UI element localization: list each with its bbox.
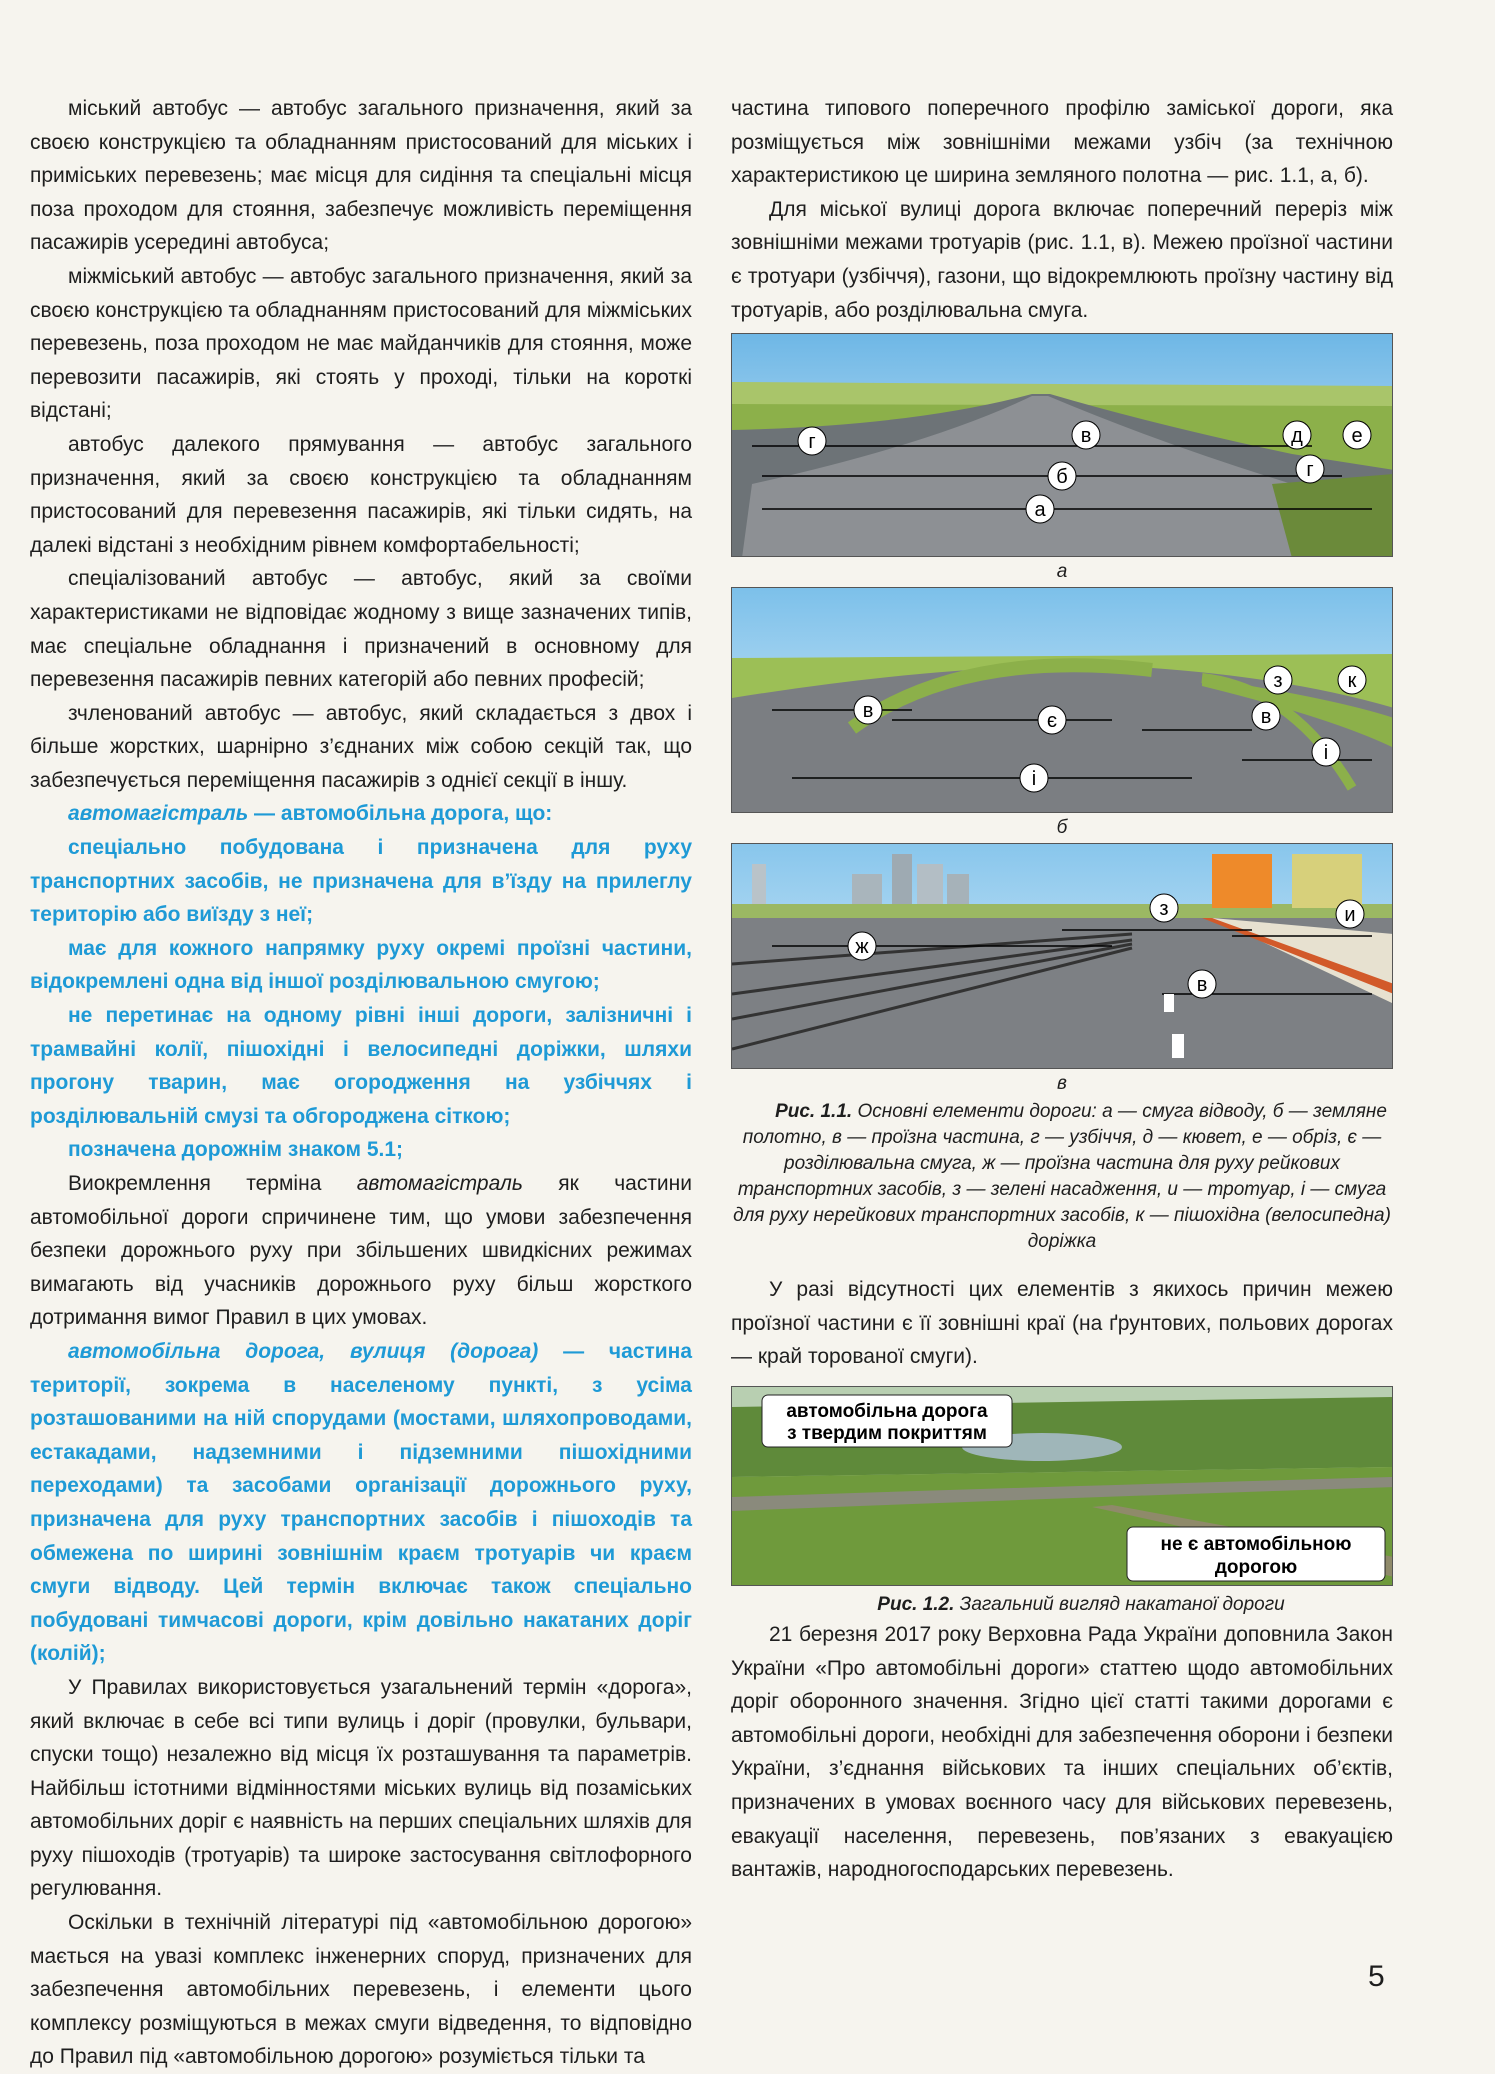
label-i2: і [1323, 742, 1329, 765]
motorway-item-3: не перетинає на одному рівні інші дороги, залізничні і трамвайні колії, пішохідні і велосипедні доріжки, шляхи прогону тварин, має огородження на узбіччях і розділювальній смузі та обгороджена сіткою; [30, 1004, 692, 1128]
paragraph-technical-literature: Оскільки в технічній літературі під «автомобільною дорогою» мається на увазі комплекс інженерних споруд, призначених для забезпечення автомобільних перевезень, і елементи цього комплексу розміщуються в межах смуги відведення, то відповідно до Правил під «автомобільною дорогою» розуміється тільки та [30, 1911, 692, 2069]
label-k: к [1347, 670, 1357, 693]
label-g1: г [808, 431, 816, 454]
label-zh: ж [855, 936, 869, 959]
illustration-rural-road [732, 334, 1393, 557]
label-v: в [1080, 425, 1092, 448]
paragraph-long-distance-bus: автобус далекого прямування — автобус загального призначення, який за своєю конструкцією та обладнанням пристосований для перевезення пасажирів, які тільки сидять, на далекі відстані з необхідним рівнем комфортабельності; [30, 432, 692, 557]
figure-road-profile-c [731, 843, 1393, 1069]
figure-caption-1-2 [731, 1592, 1393, 1618]
figure-road-profile-a [731, 333, 1393, 557]
caption-number: Рис. 1.1. [775, 1101, 853, 1123]
paragraph-defense-roads: 21 березня 2017 року Верховна Рада України доповнила Закон України «Про автомобільні дороги» статтею щодо автомобільних доріг оборонного значення. Згідно цієї статті такими дорогами є автомобільні дороги, необхідні для забезпечення оборони і безпеки України, з’єднання військових та інших спеціальних об’єктів, призначених в умовах воєнного часу для військових перевезень, евакуації населення, перевезень, пов’язаних з евакуацією вантажів, народногосподарських перевезень. [731, 1622, 1393, 1882]
label-v: в [1196, 974, 1208, 997]
label-y: и [1344, 904, 1356, 927]
paragraph-city-street: Для міської вулиці дорога включає поперечний переріз між зовнішніми межами тротуарів (рис. 1.1, в). Межею проїзної частини є тротуари (узбіччя), газони, що відокремлюють проїзну частину від тротуарів, або розділювальна смуга. [731, 197, 1393, 322]
figure-dirt-road-photo [731, 1386, 1393, 1586]
text-part: як частини автомобільної дороги спричинене тим, що умови забезпечення безпеки дорожнього руху при збільшених швидкісних режимах вимагають від учасників дорожнього руху більш жорсткого дотримання вимог Правил в цих умовах. [30, 1172, 692, 1330]
paragraph-continued: частина типового поперечного профілю заміської дороги, яка розміщується між зовнішніми межами узбіч (за технічною характеристикою це ширина земляного полотна — рис. 1.1, а, б). [731, 97, 1393, 188]
paragraph-articulated-bus: зчленований автобус — автобус, який складається з двох і більше жорстких, шарнірно з’єднаних між собою секцій так, що забезпечується переміщення пасажирів з однієї секції в іншу. [30, 701, 692, 792]
text-part: Виокремлення терміна [68, 1172, 357, 1195]
label-e: е [1351, 425, 1363, 448]
figure-letter-b: б [1056, 817, 1068, 839]
term-road: автомобільна дорога, вулиця (дорога) [68, 1339, 539, 1363]
label-g2: г [1306, 459, 1314, 482]
photo-label-not-road-1: не є автомобільною [1160, 1533, 1352, 1555]
illustration-city-street [732, 844, 1393, 1069]
figure-letter-a: а [1056, 561, 1068, 583]
paragraph-intercity-bus: міжміський автобус — автобус загального призначення, який за своєю конструкцією та обладнанням пристосований для міжміських перевезень, поза проходом не має майданчиків для стояння, може перевозити пасажирів, які стоять у проході, тільки на короткі відстані; [30, 264, 692, 423]
caption-text: Основні елементи дороги: а — смуга відводу, б — земляне полотно, в — проїзна частина, г — узбіччя, д — кювет, е — обріз, є — розділювальна смуга, ж — проїзна частина для руху рейкових транспортних засобів, з — зелені насадження, и — тротуар, і — смуга для руху нерейкових транспортних засобів, к — пішохідна (велосипедна) доріжка [733, 1101, 1391, 1253]
text-emphasis: автомагістраль [356, 1172, 523, 1195]
illustration-interchange [732, 588, 1393, 813]
term-road-def: — частина території, зокрема в населеному пункті, з усіма розташованими на ній спорудами (мостами, шляхопроводами, естакадами, надземними і підземними пішохідними переходами) та засобами організації дорожнього руху, призначена для руху транспортних засобів і пішоходів та обмежена по ширині зовнішнім краєм тротуарів чи краєм смуги відводу. Цей термін включає також спеціально побудовані тимчасові дороги, крім довільно накатаних доріг (колій); [30, 1339, 693, 1666]
definition-motorway [30, 797, 692, 831]
photo-label-not-road-2: дорогою [1214, 1556, 1298, 1578]
term-motorway-def: — автомобільна дорога, що: [248, 802, 553, 826]
label-i1: і [1031, 768, 1037, 791]
motorway-item-2: має для кожного напрямку руху окремі проїзні частини, відокремлені одна від іншої розділювальною смугою; [30, 936, 692, 994]
left-column [30, 92, 692, 2074]
label-d: д [1291, 425, 1303, 448]
label-b: б [1056, 466, 1068, 489]
paragraph-generalized-term: У Правилах використовується узагальнений термін «дорога», який включає в себе всі типи вулиць і доріг (провулки, бульвари, спуски тощо) незалежно від місця їх розташування та параметрів. Найбільш істотними відмінностями міських вулиць від позаміських автомобільних доріг є наявність на перших спеціальних шляхів для руху пішоходів (тротуарів) та широке застосування світлофорного регулювання. [30, 1675, 692, 1901]
right-column [731, 92, 1393, 1887]
photo-label-paved-road-2: з твердим покриттям [787, 1422, 987, 1444]
label-z: з [1159, 898, 1169, 921]
term-motorway: автомагістраль [68, 802, 249, 826]
label-ye: є [1046, 710, 1058, 733]
photo-label-paved-road-1: автомобільна дорога [786, 1400, 988, 1422]
paragraph-absence: У разі відсутності цих елементів з якихось причин межею проїзної частини є її зовнішні краї (на ґрунтових, польових дорогах — край торованої смуги). [731, 1278, 1393, 1369]
motorway-item-1: спеціально побудована і призначена для руху транспортних засобів, не призначена для в’їзду на прилеглу територію або виїзду з неї; [30, 836, 692, 927]
figure-road-profile-b [731, 587, 1393, 813]
figure-caption-1-1 [731, 1099, 1393, 1255]
label-a: а [1034, 499, 1046, 522]
paragraph-city-bus: міський автобус — автобус загального призначення, який за своєю конструкцією та обладнанням пристосований для міських і приміських перевезень; має місця для сидіння та спеціальні місця поза проходом для стояння, забезпечує можливість переміщення пасажирів усередині автобуса; [30, 97, 692, 255]
caption-text: Загальний вигляд накатаної дороги [954, 1593, 1285, 1615]
motorway-item-4: позначена дорожнім знаком 5.1; [68, 1138, 404, 1162]
photo-dirt-road [732, 1387, 1393, 1586]
figure-letter-c: в [1057, 1073, 1067, 1095]
caption-number: Рис. 1.2. [877, 1593, 955, 1615]
paragraph-motorway-explanation [30, 1167, 692, 1335]
label-v2: в [1260, 706, 1272, 729]
page-number: 5 [1368, 1960, 1385, 1993]
label-v1: в [862, 700, 874, 723]
definition-road [30, 1335, 692, 1671]
label-z: з [1273, 670, 1283, 693]
paragraph-special-bus: спеціалізований автобус — автобус, який за своїми характеристиками не відповідає жодному з вище зазначених типів, має спеціальне обладнання і призначений в основному для перевезення пасажирів певних категорій або певних професій; [30, 567, 692, 692]
